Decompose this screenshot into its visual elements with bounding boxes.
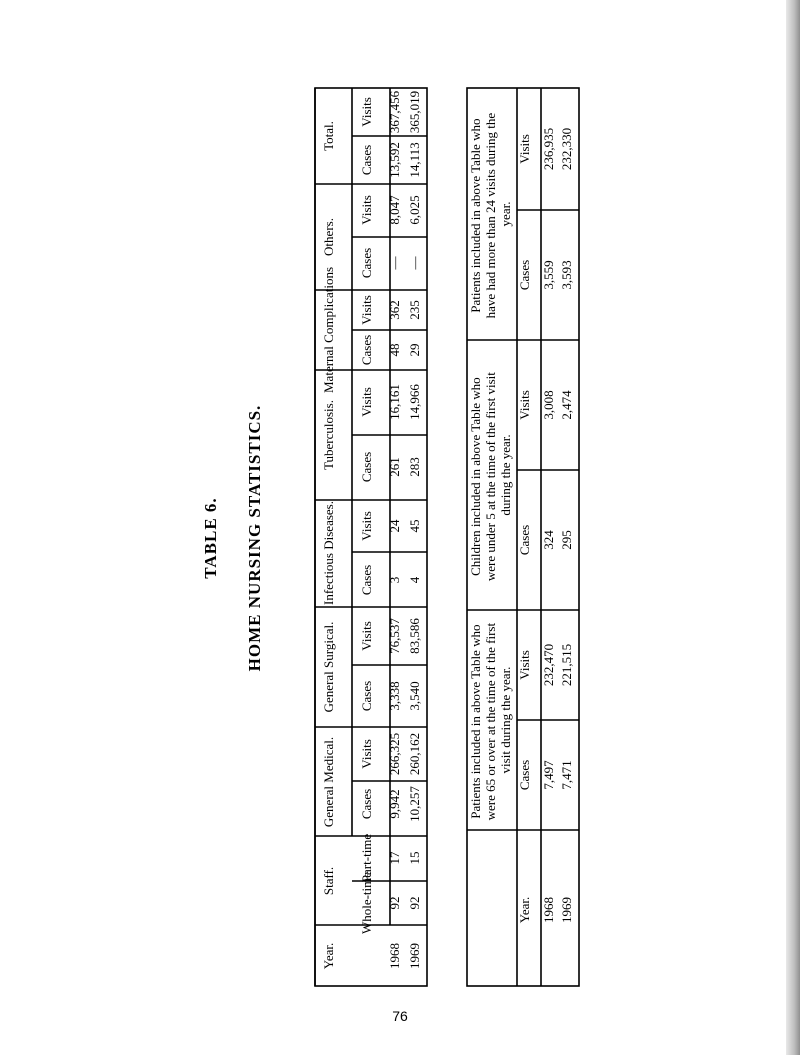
t1-1969-year: 1969 xyxy=(407,943,422,969)
t1-1968-others-cases: — xyxy=(387,256,402,270)
t2-under5-header xyxy=(468,369,513,581)
t1-1969-others-cases: — xyxy=(407,256,422,270)
t1-total-header: Total. xyxy=(321,121,336,151)
t1-1969-part-time: 15 xyxy=(407,851,422,865)
t2-over24-header-line2: have had more than 24 visits during the xyxy=(483,112,498,319)
t2-1969-over65-visits: 221,515 xyxy=(559,643,574,687)
t2-under5-cases-header: Cases xyxy=(517,524,532,556)
t1-1969-medical-visits: 260,162 xyxy=(407,732,422,776)
t1-1969-others-visits: 6,025 xyxy=(407,195,422,225)
t2-over65-header-line3: visit during the year. xyxy=(498,666,513,774)
t2-under5-header-line1: Children included in above Table who xyxy=(468,377,483,576)
t1-1968-tb-visits: 16,161 xyxy=(387,384,402,420)
t1-surgical-visits-header: Visits xyxy=(359,621,374,651)
t1-1969-total-cases: 14,113 xyxy=(407,142,422,178)
t2-1968-over24-visits: 236,935 xyxy=(541,127,556,171)
t2-1968-over24-cases: 3,559 xyxy=(541,260,556,290)
t1-tb-cases-header: Cases xyxy=(359,451,374,483)
t2-1968-over65-visits: 232,470 xyxy=(541,643,556,687)
t2-over24-header-line1: Patients included in above Table who xyxy=(468,118,483,313)
t2-over65-header-line2: were 65 or over at the time of the first xyxy=(483,622,498,821)
t2-over65-header-line1: Patients included in above Table who xyxy=(468,624,483,819)
t2-1968-over65-cases: 7,497 xyxy=(541,760,556,790)
t1-1968-infectious-visits: 24 xyxy=(387,519,402,533)
t1-whole-time-header: Whole-time xyxy=(359,871,374,935)
t1-1968-surgical-cases: 3,338 xyxy=(387,681,402,711)
t1-surgical-cases-header: Cases xyxy=(359,680,374,712)
t1-part-time-header: Part-time xyxy=(359,833,374,883)
t2-year-header: Year. xyxy=(517,896,532,924)
table-number: TABLE 6. xyxy=(201,497,220,579)
t1-1969-infectious-visits: 45 xyxy=(407,519,422,533)
t1-infectious-cases-header: Cases xyxy=(359,564,374,596)
t1-others-visits-header: Visits xyxy=(359,195,374,225)
t1-1968-whole-time: 92 xyxy=(387,896,402,910)
t1-general-surgical-header: General Surgical. xyxy=(321,621,336,713)
t1-1969-tb-cases: 283 xyxy=(407,457,422,477)
t1-1968-year: 1968 xyxy=(387,943,402,969)
t1-general-medical-header: General Medical. xyxy=(321,736,336,828)
t1-1968-total-cases: 13,592 xyxy=(387,142,402,178)
t1-1969-surgical-cases: 3,540 xyxy=(407,681,422,711)
t1-maternal-header: Maternal Complications xyxy=(321,266,336,394)
t1-tuberculosis-header: Tuberculosis. xyxy=(321,400,336,470)
t1-total-cases-header: Cases xyxy=(359,144,374,176)
t1-1968-medical-visits: 266,325 xyxy=(387,732,402,776)
t1-row-1969-cells xyxy=(407,91,422,969)
t2-under5-header-line2: were under 5 at the time of the first visit xyxy=(483,372,498,582)
t1-1969-medical-cases: 10,257 xyxy=(407,786,422,822)
t2-1969-year: 1969 xyxy=(559,897,574,923)
t2-1968-under5-cases: 324 xyxy=(541,530,556,550)
t1-1968-surgical-visits: 76,537 xyxy=(387,618,402,654)
t1-maternal-visits-header: Visits xyxy=(359,295,374,325)
t2-1969-over24-visits: 232,330 xyxy=(559,127,574,171)
t1-staff-header: Staff. xyxy=(321,866,336,896)
t2-over65-visits-header: Visits xyxy=(517,650,532,680)
t1-1968-tb-cases: 261 xyxy=(387,457,402,477)
t2-over24-header-line3: year. xyxy=(498,201,513,227)
t2-over24-cases-header: Cases xyxy=(517,259,532,291)
t1-1968-part-time: 17 xyxy=(387,851,402,865)
t2-over24-visits-header: Visits xyxy=(517,134,532,164)
t1-medical-cases-header: Cases xyxy=(359,788,374,820)
t1-others-cases-header: Cases xyxy=(359,247,374,279)
t2-1969-under5-visits: 2,474 xyxy=(559,390,574,420)
t2-1968-under5-visits: 3,008 xyxy=(541,390,556,420)
t1-1968-total-visits: 367,456 xyxy=(387,90,402,134)
t2-over65-cases-header: Cases xyxy=(517,759,532,791)
t1-infectious-header: Infectious Diseases. xyxy=(321,501,336,605)
t1-year-header: Year. xyxy=(321,942,336,970)
t1-infectious-visits-header: Visits xyxy=(359,511,374,541)
t1-total-visits-header: Visits xyxy=(359,97,374,127)
t1-1968-maternal-visits: 362 xyxy=(387,300,402,320)
t1-1968-infectious-cases: 3 xyxy=(387,576,402,584)
t2-1969-over65-cases: 7,471 xyxy=(559,760,574,790)
table-heading: HOME NURSING STATISTICS. xyxy=(245,404,264,672)
t1-others-header: Others. xyxy=(321,218,336,256)
t1-1969-tb-visits: 14,966 xyxy=(407,384,422,420)
t2-over24-header xyxy=(468,110,513,319)
t2-1969-under5-cases: 295 xyxy=(559,530,574,550)
t1-medical-visits-header: Visits xyxy=(359,739,374,769)
t2-under5-header-line3: during the year. xyxy=(498,434,513,516)
t2-row-1968 xyxy=(541,128,556,923)
t1-1969-maternal-visits: 235 xyxy=(407,300,422,320)
t1-1969-maternal-cases: 29 xyxy=(407,343,422,357)
t1-1969-total-visits: 365,019 xyxy=(407,90,422,134)
t2-under5-visits-header: Visits xyxy=(517,390,532,420)
t2-over65-header xyxy=(468,620,513,821)
t1-maternal-cases-header: Cases xyxy=(359,334,374,366)
t1-1968-maternal-cases: 48 xyxy=(387,343,402,357)
t1-1968-others-visits: 8,047 xyxy=(387,195,402,225)
t1-1969-surgical-visits: 83,586 xyxy=(407,618,422,654)
t1-1968-medical-cases: 9,942 xyxy=(387,789,402,819)
t2-1968-year: 1968 xyxy=(541,897,556,923)
page-number: 76 xyxy=(392,1008,408,1024)
t1-tb-visits-header: Visits xyxy=(359,387,374,417)
patient-groups-table xyxy=(467,88,579,986)
t1-1969-infectious-cases: 4 xyxy=(407,576,422,584)
t2-row-1969 xyxy=(559,128,574,923)
t2-1969-over24-cases: 3,593 xyxy=(559,260,574,290)
t1-1969-whole-time: 92 xyxy=(407,896,422,910)
